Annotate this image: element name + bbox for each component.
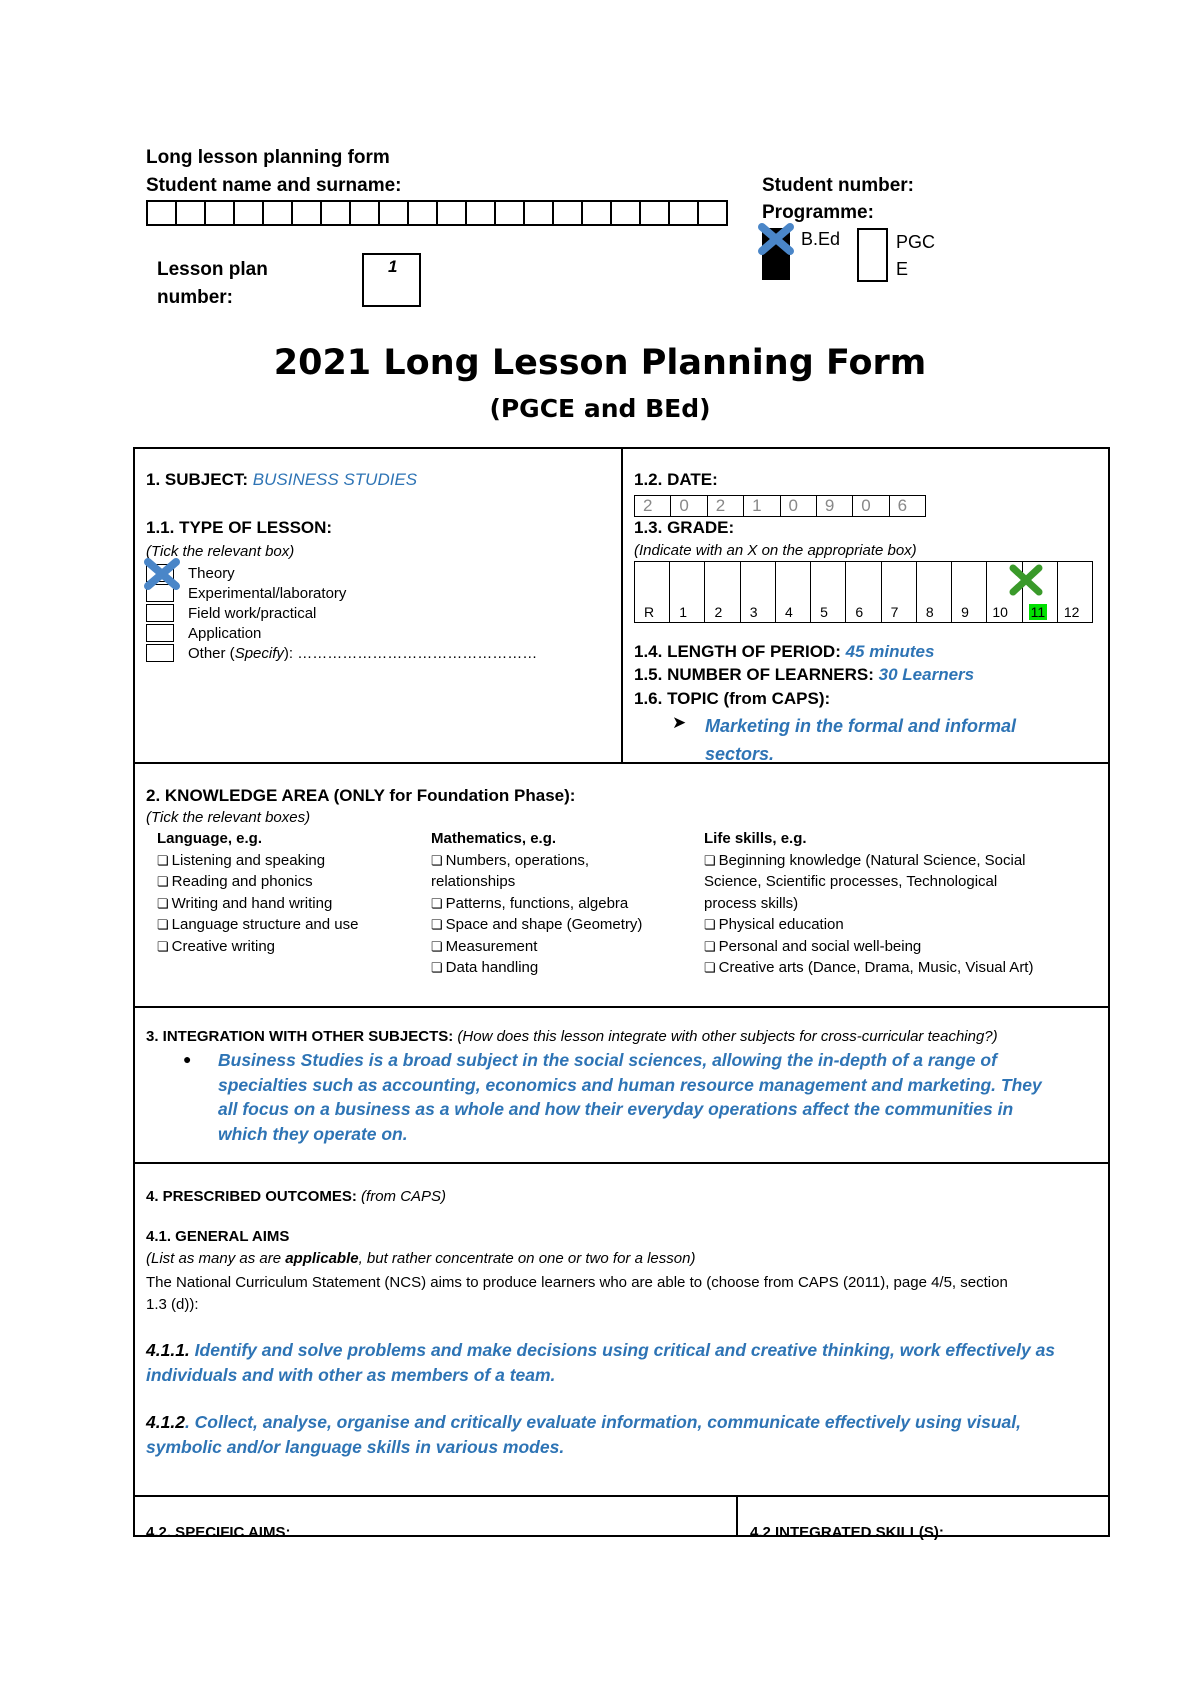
grade-cell[interactable]: 5 — [811, 562, 846, 622]
language-item[interactable]: ❏ Creative writing — [157, 936, 358, 958]
x-mark-icon — [143, 557, 181, 591]
grade-cell[interactable]: 6 — [846, 562, 881, 622]
type-of-lesson-label: 1.1. TYPE OF LESSON: — [146, 518, 333, 537]
option-theory[interactable]: Theory — [146, 563, 537, 583]
date-label: 1.2. DATE: — [634, 470, 718, 489]
grade-cell[interactable]: 7 — [882, 562, 917, 622]
language-item[interactable]: ❏ Listening and speaking — [157, 850, 358, 872]
bullet-icon: ● — [183, 1051, 192, 1067]
x-mark-icon — [757, 222, 795, 256]
subject-line: 1. SUBJECT: BUSINESS STUDIES — [146, 470, 418, 489]
grade-cell[interactable]: 1 — [670, 562, 705, 622]
programme-pgce-label: PGC E — [896, 232, 936, 279]
option-experimental[interactable]: Experimental/laboratory — [146, 583, 537, 603]
form-label: Long lesson planning form — [146, 147, 390, 168]
knowledge-area-label: 2. KNOWLEDGE AREA (ONLY for Foundation Phase): — [146, 786, 576, 805]
grade-cell-selected[interactable]: 11 — [1023, 562, 1058, 622]
option-other[interactable]: Other ( Specify ): ………………………………………… — [146, 643, 537, 663]
grade-label: 1.3. GRADE: — [634, 518, 735, 537]
grade-cell[interactable]: 2 — [705, 562, 740, 622]
aim-4-1-2: 4.1.2. Collect, analyse, organise and critically evaluate information, communicate effectively using visual, symbolic and/or language skills in various modes. — [146, 1412, 1022, 1457]
period-line: 1.4. LENGTH OF PERIOD: 45 minutes — [634, 642, 935, 661]
aim-4-1-1: 4.1.1. Identify and solve problems and make decisions using critical and creative thinking, work effectively as individuals and with other as members of a team. — [146, 1340, 1056, 1385]
learners-line: 1.5. NUMBER OF LEARNERS: 30 Learners — [634, 665, 975, 684]
type-of-lesson-hint: (Tick the relevant box) — [146, 543, 295, 560]
integrated-skills-label: 4.2 INTEGRATED SKILL(S): — [750, 1524, 944, 1541]
general-aims-hint: (List as many as are applicable, but rather concentrate on one or two for a lesson) — [146, 1250, 696, 1267]
period-value: 45 minutes — [845, 642, 935, 661]
option-field-work[interactable]: Field work/practical — [146, 603, 537, 623]
grade-cell[interactable]: 10 — [987, 562, 1022, 622]
checkbox-other[interactable] — [146, 644, 174, 662]
topic-label: 1.6. TOPIC (from CAPS): — [634, 689, 831, 708]
subject-value: BUSINESS STUDIES — [252, 470, 418, 489]
option-application[interactable]: Application — [146, 623, 537, 643]
programme-pgce-checkbox[interactable] — [857, 228, 888, 282]
language-column: Language, e.g. ❏ Listening and speaking ❏ Reading and phonics ❏ Writing and hand writing ❏ Language structure and use ❏ Creative writing — [157, 828, 358, 957]
language-item[interactable]: ❏ Reading and phonics — [157, 871, 358, 893]
life-skills-item[interactable]: ❏ Creative arts (Dance, Drama, Music, Visual Art) — [704, 957, 1033, 979]
life-skills-item-continued: process skills) — [704, 894, 799, 912]
math-item[interactable]: ❏ Numbers, operations, — [431, 850, 642, 872]
math-item-continued: relationships — [431, 873, 516, 890]
column-divider — [621, 447, 623, 764]
student-name-label: Student name and surname: — [146, 175, 402, 196]
lesson-plan-number: 1 — [388, 257, 398, 276]
integration-line: 3. INTEGRATION WITH OTHER SUBJECTS: (How does this lesson integrate with other subjects for cross-curricular teaching?) — [146, 1028, 998, 1045]
life-skills-item[interactable]: ❏ Physical education — [704, 914, 1033, 936]
grade-cell[interactable]: 4 — [776, 562, 811, 622]
date-field[interactable]: 2 0 2 1 0 9 0 6 — [634, 495, 926, 517]
arrow-bullet-icon: ➤ — [672, 713, 687, 732]
grade-hint: (Indicate with an X on the appropriate box) — [634, 542, 917, 559]
checkbox-application[interactable] — [146, 624, 174, 642]
math-column: Mathematics, e.g. ❏ Numbers, operations, relationships ❏ Patterns, functions, algebra ❏ Space and shape (Geometry) ❏ Measurement ❏ Data handling — [431, 828, 642, 979]
programme-label: Programme: — [762, 202, 874, 223]
learners-value: 30 Learners — [878, 665, 975, 684]
topic-value: Marketing in the formal and informal sectors. — [705, 716, 1017, 764]
outcomes-line: 4. PRESCRIBED OUTCOMES: (from CAPS) — [146, 1188, 447, 1205]
grade-cell[interactable]: 8 — [917, 562, 952, 622]
lesson-plan-number-field[interactable] — [362, 253, 421, 307]
math-item[interactable]: ❏ Space and shape (Geometry) — [431, 914, 642, 936]
life-skills-column: Life skills, e.g. ❏ Beginning knowledge (Natural Science, Social Science, Scientific processes, Technological process skills) ❏ Physical education ❏ Personal and social well-being ❏ Creative arts (Dance, Drama, Music, Visual Art) — [704, 828, 1033, 979]
integration-text: Business Studies is a broad subject in the social sciences, allowing the in-depth of a range of specialties such as accounting, economics and human resource management and marketing. They all focus on a business as a whole and how their everyday operations affect the communities in which they operate on. — [218, 1050, 1042, 1144]
grade-cell[interactable]: 12 — [1063, 604, 1080, 620]
page-subtitle: (PGCE and BEd) — [489, 394, 711, 423]
life-skills-item[interactable]: ❏ Beginning knowledge (Natural Science, Social — [704, 850, 1033, 872]
language-item[interactable]: ❏ Writing and hand writing — [157, 893, 358, 915]
checkbox-field-work[interactable] — [146, 604, 174, 622]
knowledge-area-hint: (Tick the relevant boxes) — [146, 809, 311, 826]
type-of-lesson-options — [146, 563, 537, 663]
student-number-label: Student number: — [762, 175, 914, 196]
programme-bed-label: B.Ed — [801, 229, 841, 249]
life-skills-item-continued: Science, Scientific processes, Technological — [704, 873, 998, 890]
grade-cell[interactable]: 3 — [741, 562, 776, 622]
grade-cell[interactable]: R — [635, 562, 670, 622]
math-item[interactable]: ❏ Measurement — [431, 936, 642, 958]
page-title: 2021 Long Lesson Planning Form — [273, 343, 927, 383]
student-name-field[interactable] — [146, 200, 728, 226]
lesson-plan-label: Lesson plan number: — [157, 259, 268, 308]
math-item[interactable]: ❏ Patterns, functions, algebra — [431, 893, 642, 915]
column-divider-4-2 — [736, 1495, 738, 1537]
x-mark-icon — [1007, 563, 1045, 597]
grade-cell[interactable]: 9 — [952, 562, 987, 622]
integration-hint: (How does this lesson integrate with other subjects for cross-curricular teaching?) — [457, 1028, 998, 1045]
language-item[interactable]: ❏ Language structure and use — [157, 914, 358, 936]
life-skills-item[interactable]: ❏ Personal and social well-being — [704, 936, 1033, 958]
math-item[interactable]: ❏ Data handling — [431, 957, 642, 979]
ncs-text: The National Curriculum Statement (NCS) aims to produce learners who are able to (choose from CAPS (2011), page 4/5, section 1.3 (d)): — [146, 1274, 1008, 1313]
general-aims-label: 4.1. GENERAL AIMS — [146, 1228, 290, 1245]
specific-aims-label: 4.2. SPECIFIC AIMS: — [146, 1524, 291, 1541]
